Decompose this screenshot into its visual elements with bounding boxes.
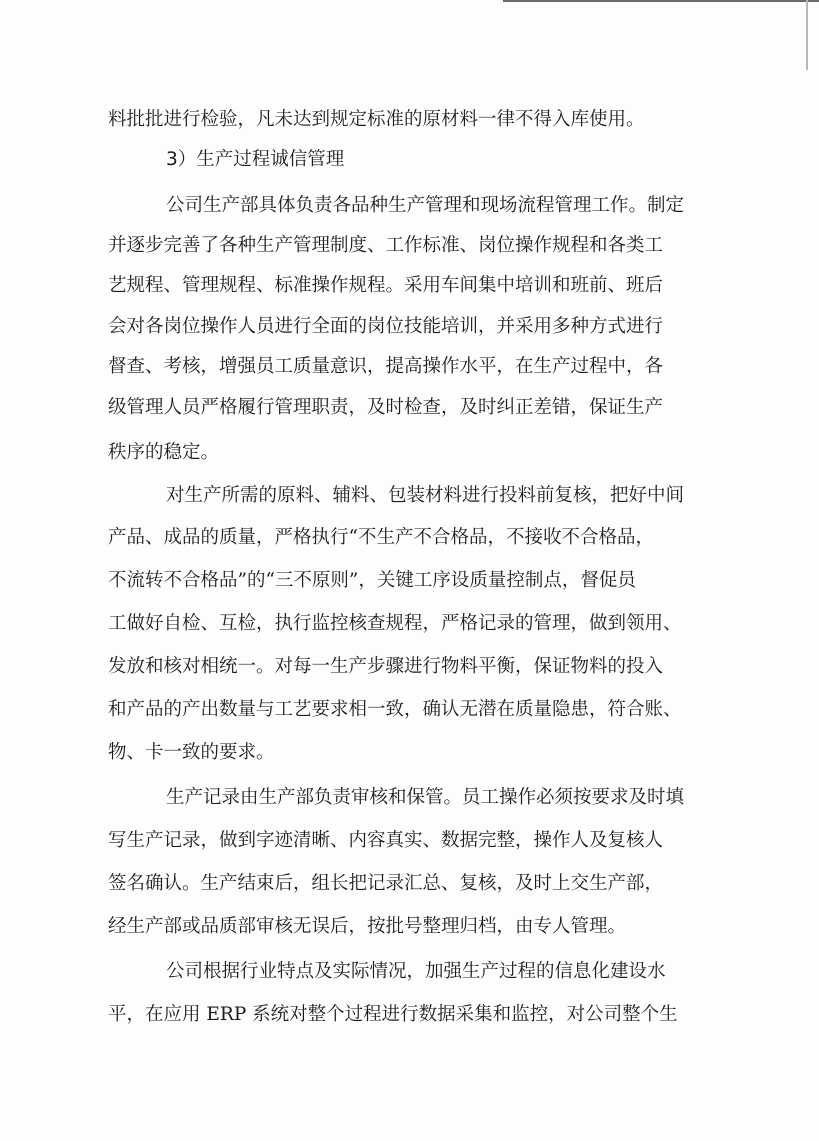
scan-edge-shadow [806, 0, 808, 70]
scan-edge-mark [503, 0, 819, 2]
paragraph-line: 工做好自检、互检，执行监控核查规程，严格记录的管理，做到领用、 [108, 613, 682, 634]
paragraph-line: 会对各岗位操作人员进行全面的岗位技能培训，并采用多种方式进行 [108, 316, 664, 337]
section-heading: 3）生产过程诚信管理 [166, 149, 345, 170]
paragraph-line: 督查、考核，增强员工质量意识，提高操作水平，在生产过程中，各 [108, 356, 664, 377]
paragraph-line: 不流转不合格品”的“三不原则”，关键工序设质量控制点，督促员 [108, 570, 636, 591]
paragraph-line: 发放和核对相统一。对每一生产步骤进行物料平衡，保证物料的投入 [108, 656, 664, 677]
paragraph-line: 生产记录由生产部负责审核和保管。员工操作必须按要求及时填 [166, 787, 685, 808]
paragraph-line: 秩序的稳定。 [108, 442, 220, 463]
paragraph-line: 和产品的产出数量与工艺要求相一致，确认无潜在质量隐患，符合账、 [108, 699, 682, 720]
paragraph-line: 物、卡一致的要求。 [108, 742, 275, 763]
paragraph-line: 公司生产部具体负责各品种生产管理和现场流程管理工作。制定 [166, 195, 685, 216]
paragraph-line: 产品、成品的质量，严格执行“不生产不合格品，不接收不合格品， [108, 527, 654, 548]
paragraph-line: 级管理人员严格履行管理职责，及时检查，及时纠正差错，保证生产 [108, 397, 664, 418]
paragraph-line: 签名确认。生产结束后，组长把记录汇总、复核，及时上交生产部， [108, 873, 664, 894]
text-line: 料批批进行检验，凡未达到规定标准的原材料一律不得入库使用。 [108, 109, 645, 130]
paragraph-line: 对生产所需的原料、辅料、包装材料进行投料前复核，把好中间 [166, 485, 685, 506]
paragraph-line: 平，在应用 ERP 系统对整个过程进行数据采集和监控，对公司整个生 [108, 1004, 678, 1025]
paragraph-line: 并逐步完善了各种生产管理制度、工作标准、岗位操作规程和各类工 [108, 235, 664, 256]
paragraph-line: 经生产部或品质部审核无误后，按批号整理归档，由专人管理。 [108, 916, 627, 937]
paragraph-line: 写生产记录，做到字迹清晰、内容真实、数据完整，操作人及复核人 [108, 830, 664, 851]
paragraph-line: 公司根据行业特点及实际情况，加强生产过程的信息化建设水 [166, 961, 666, 982]
paragraph-line: 艺规程、管理规程、标准操作规程。采用车间集中培训和班前、班后 [108, 275, 664, 296]
